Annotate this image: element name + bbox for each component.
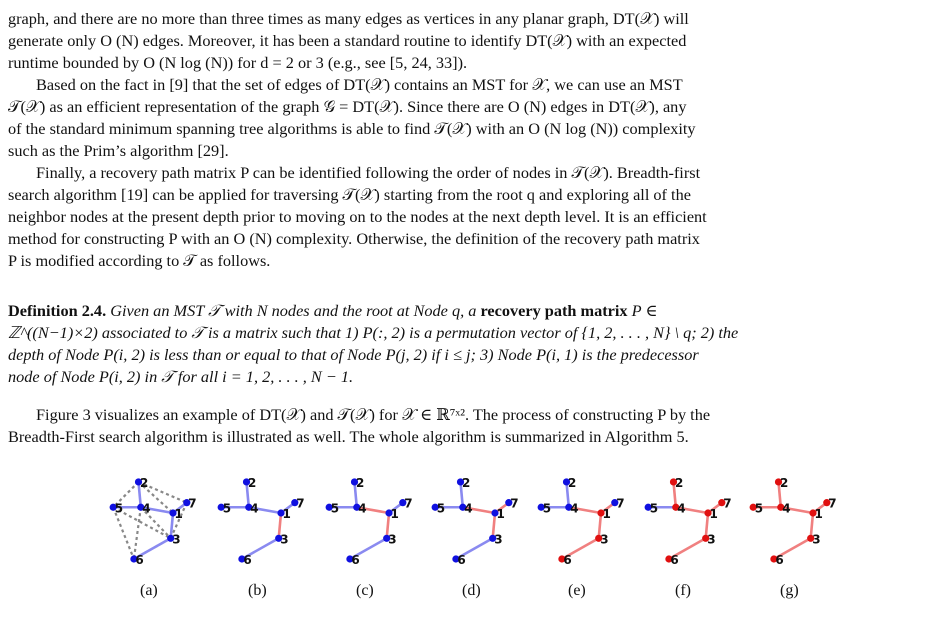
node-label: 6 xyxy=(243,553,252,567)
text-line: method for constructing P with an O (N) complexity. Otherwise, the definition of the recovery path matrix xyxy=(8,229,700,248)
node-label: 6 xyxy=(563,553,572,567)
node-label: 2 xyxy=(140,475,149,490)
node-label: 3 xyxy=(812,532,821,547)
panel-label: (e) xyxy=(568,582,586,599)
paragraph-mst xyxy=(8,74,942,162)
panel-label: (b) xyxy=(248,582,267,599)
text-line: depth of Node P(i, 2) is less than or equal to that of Node P(j, 2) if i ≤ j; 3) Node P(i, 1) is the predecessor xyxy=(8,345,699,364)
node-label: 7 xyxy=(188,496,197,511)
node-label: 2 xyxy=(356,475,365,490)
node-label: 1 xyxy=(709,507,718,521)
text-line: graph, and there are no more than three times as many edges as vertices in any planar graph, DT(𝒳) will xyxy=(8,9,689,28)
node-label: 4 xyxy=(570,501,579,516)
text-line: runtime bounded by O (N log (N)) for d = 2 or 3 (e.g., see [5, 24, 33]). xyxy=(8,53,468,72)
node-label: 5 xyxy=(542,501,552,516)
figure-panel xyxy=(645,476,732,567)
node-label: 2 xyxy=(462,475,471,490)
text-line: Given an MST 𝒯 with N nodes and the root at Node q, a xyxy=(110,301,477,320)
dt-edge xyxy=(134,507,141,559)
node-label: 1 xyxy=(602,507,611,521)
node-label: 2 xyxy=(675,475,684,490)
text-line: such as the Prim’s algorithm [29]. xyxy=(8,141,229,160)
node-label: 2 xyxy=(780,475,789,490)
text-line: neighbor nodes at the present depth prior to moving on to the nodes at the next depth level. It is an efficient xyxy=(8,207,707,226)
node-label: 5 xyxy=(114,501,124,516)
node-label: 1 xyxy=(282,507,291,521)
node-label: 7 xyxy=(404,496,413,511)
node-label: 7 xyxy=(723,496,732,511)
node-label: 4 xyxy=(464,501,473,516)
panel-label: (c) xyxy=(356,582,374,599)
node-label: 7 xyxy=(828,496,837,511)
node-label: 5 xyxy=(222,501,232,516)
node-label: 5 xyxy=(436,501,446,516)
figure-panel xyxy=(218,476,305,567)
text-line: ℤ^((N−1)×2) associated to 𝒯 is a matrix such that 1) P(:, 2) is a permutation vector of {1, 2, . . . , N} \ q; 2) the xyxy=(8,323,739,342)
node-label: 6 xyxy=(670,553,679,567)
text-line: 𝒯(𝒳) as an efficient representation of the graph 𝒢 = DT(𝒳). Since there are O (N) edges in DT(𝒳), any xyxy=(8,97,687,116)
node-label: 6 xyxy=(351,553,360,567)
node-label: 3 xyxy=(600,532,609,547)
panel-label: (g) xyxy=(780,582,799,599)
node-label: 5 xyxy=(649,501,659,516)
figure-panel xyxy=(432,476,519,567)
node-label: 4 xyxy=(782,501,791,516)
text-line: of the standard minimum spanning tree algorithms is able to find 𝒯(𝒳) with an O (N log (N)) complexity xyxy=(8,119,696,138)
node-label: 4 xyxy=(358,501,367,516)
node-label: 1 xyxy=(496,507,505,521)
figure-panel xyxy=(110,476,197,567)
figure-panel xyxy=(326,476,413,567)
node-label: 6 xyxy=(135,553,144,567)
text-line: Breadth-First search algorithm is illustrated as well. The whole algorithm is summarized in Algorithm 5. xyxy=(8,427,689,446)
paragraph-delaunay xyxy=(8,8,942,74)
node-label: 1 xyxy=(390,507,399,521)
node-label: 1 xyxy=(814,507,823,521)
node-label: 5 xyxy=(330,501,340,516)
text-line: search algorithm [19] can be applied for traversing 𝒯(𝒳) starting from the root q and exploring all of the xyxy=(8,185,691,204)
text-line: P is modified according to 𝒯 as follows. xyxy=(8,251,271,270)
node-label: 4 xyxy=(142,501,151,516)
node-label: 2 xyxy=(568,475,577,490)
node-label: 3 xyxy=(280,532,289,547)
text-line: node of Node P(i, 2) in 𝒯 for all i = 1, 2, . . . , N − 1. xyxy=(8,367,354,386)
figure-panel xyxy=(538,476,625,567)
term-recovery-path-matrix: recovery path matrix xyxy=(480,301,628,320)
figure-panel xyxy=(750,476,837,567)
node-label: 3 xyxy=(494,532,503,547)
node-label: 7 xyxy=(616,496,625,511)
panel-label: (f) xyxy=(675,582,691,599)
panel-label: (a) xyxy=(140,582,158,599)
node-label: 4 xyxy=(677,501,686,516)
node-label: 2 xyxy=(248,475,257,490)
node-label: 6 xyxy=(457,553,466,567)
text-line: P ∈ xyxy=(631,301,658,320)
node-label: 7 xyxy=(510,496,519,511)
node-label: 4 xyxy=(250,501,259,516)
text-line: Figure 3 visualizes an example of DT(𝒳) and 𝒯(𝒳) for 𝒳 ∈ ℝ⁷ˣ². The process of constructing P by the xyxy=(36,405,711,424)
definition-heading: Definition 2.4. xyxy=(8,301,107,320)
node-label: 3 xyxy=(172,532,181,547)
node-label: 6 xyxy=(775,553,784,567)
definition-2-4 xyxy=(8,300,942,388)
text-line: Finally, a recovery path matrix P can be identified following the order of nodes in 𝒯(𝒳). Breadth-first xyxy=(36,163,701,182)
node-label: 7 xyxy=(296,496,305,511)
node-label: 1 xyxy=(174,507,183,521)
paragraph-figure-intro xyxy=(8,404,942,448)
node-label: 3 xyxy=(388,532,397,547)
panel-label: (d) xyxy=(462,582,481,599)
paragraph-recovery-path xyxy=(8,162,942,272)
node-label: 3 xyxy=(707,532,716,547)
text-line: Based on the fact in [9] that the set of edges of DT(𝒳) contains an MST for 𝒳, we can use an MST xyxy=(36,75,683,94)
node-label: 5 xyxy=(754,501,764,516)
text-line: generate only O (N) edges. Moreover, it has been a standard routine to identify DT(𝒳) with an expected xyxy=(8,31,687,50)
